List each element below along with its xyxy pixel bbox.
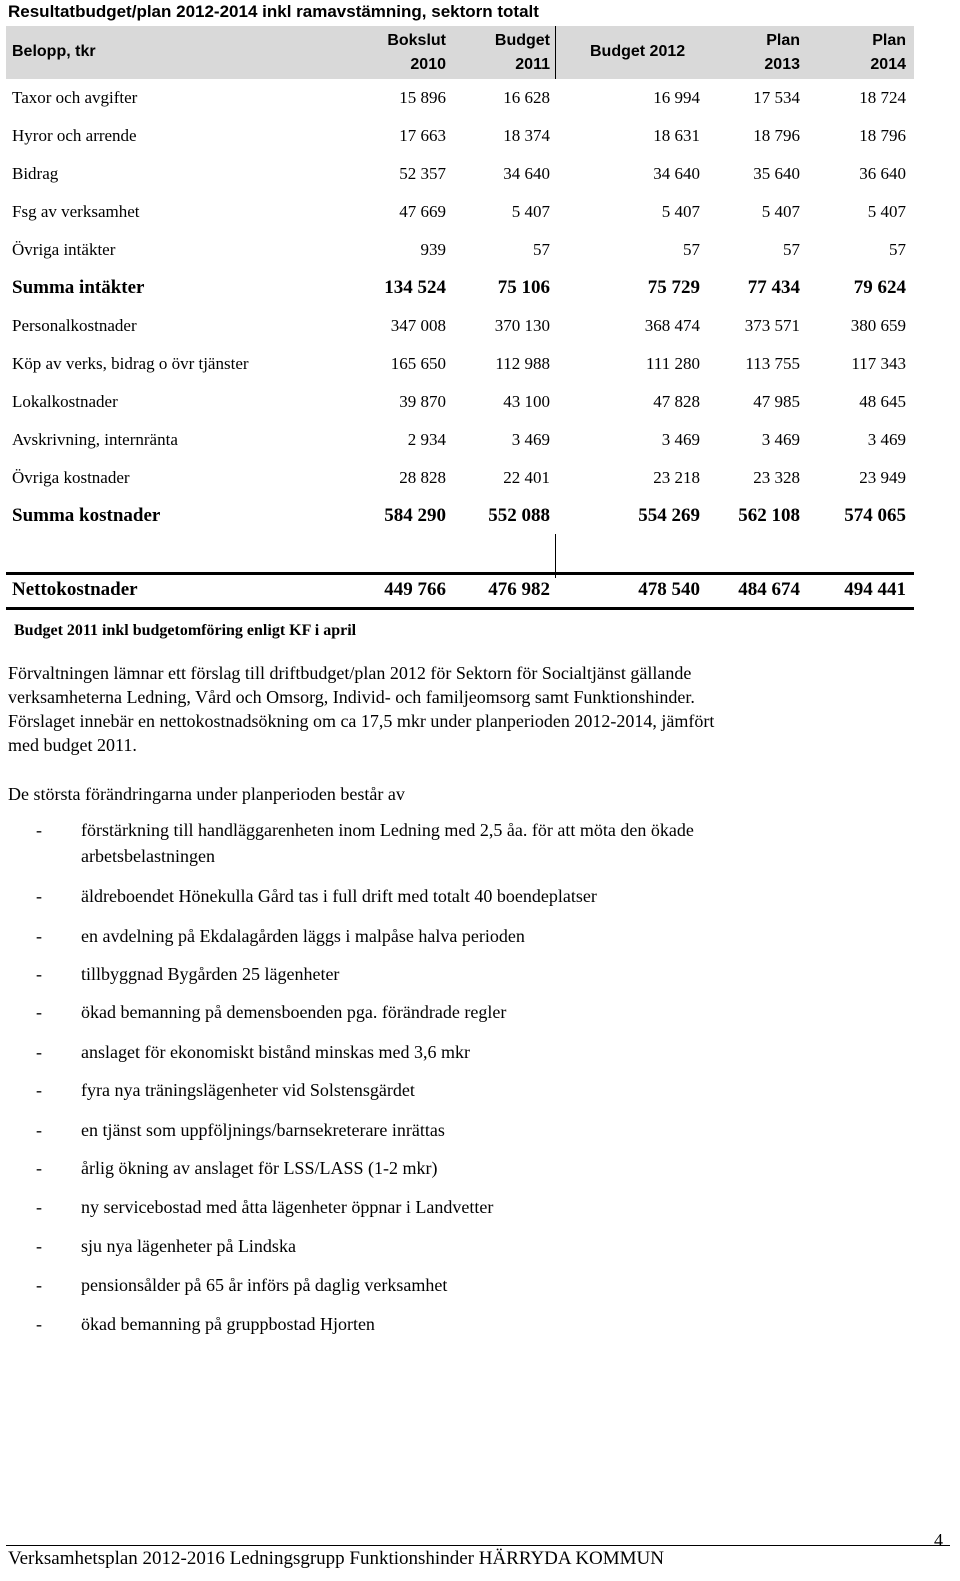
footer-rule [6, 1545, 950, 1546]
header-col-plan-2014: Plan 2014 [870, 32, 906, 73]
table-row: Fsg av verksamhet 47 669 5 407 5 407 5 407 5 407 [12, 202, 906, 221]
header-col-bokslut-2010: Bokslut 2010 [387, 32, 446, 73]
budget-note: Budget 2011 inkl budgetomföring enligt KF i april [14, 622, 357, 639]
table-row: Bidrag 52 357 34 640 34 640 35 640 36 640 [12, 164, 906, 183]
table-row-total-costs: Summa kostnader 584 290 552 088 554 269 562 108 574 065 [12, 505, 906, 526]
header-label: Belopp, tkr [12, 43, 96, 60]
page-number: 4 [934, 1530, 943, 1550]
header-col-plan-2013: Plan 2013 [764, 32, 800, 73]
header-col-budget-2012: Budget 2012 [590, 43, 686, 60]
header-divider [555, 26, 556, 79]
table-title: Resultatbudget/plan 2012-2014 inkl ramavstämning, sektorn totalt [8, 2, 539, 21]
footer-text: Verksamhetsplan 2012-2016 Ledningsgrupp Funktionshinder HÄRRYDA KOMMUN [8, 1548, 665, 1569]
table-row: Hyror och arrende 17 663 18 374 18 631 18 796 18 796 [12, 126, 906, 145]
header-col-budget-2011: Budget 2011 [494, 32, 550, 73]
table-row: Lokalkostnader 39 870 43 100 47 828 47 985 48 645 [12, 392, 906, 411]
table-row: Övriga intäkter 939 57 57 57 57 [12, 240, 906, 259]
intro-paragraph: Förvaltningen lämnar ett förslag till driftbudget/plan 2012 för Sektorn för Socialtjänst gällande verksamheterna Ledning, Vård och Omsorg, Individ- och familjeomsorg samt Funktionshinder. Förslaget innebär en nettokostnadsökning om ca 17,5 mkr under planperioden 2012-2014, jämfört med budget 2011. [8, 663, 715, 755]
changes-heading: De största förändringarna under planperioden består av [8, 784, 405, 804]
table-row: Avskrivning, internränta 2 934 3 469 3 469 3 469 3 469 [12, 430, 906, 449]
table-row: Övriga kostnader 28 828 22 401 23 218 23 328 23 949 [12, 468, 906, 487]
net-bottom-rule [6, 607, 914, 610]
table-row: Personalkostnader 347 008 370 130 368 474 373 571 380 659 [12, 316, 906, 335]
table-row-net-costs: Nettokostnader 449 766 476 982 478 540 484 674 494 441 [12, 579, 906, 600]
table-row: Taxor och avgifter 15 896 16 628 16 994 17 534 18 724 [12, 88, 906, 107]
table-row: Köp av verks, bidrag o övr tjänster 165 650 112 988 111 280 113 755 117 343 [12, 354, 906, 373]
table-row-total-income: Summa intäkter 134 524 75 106 75 729 77 434 79 624 [12, 277, 906, 298]
